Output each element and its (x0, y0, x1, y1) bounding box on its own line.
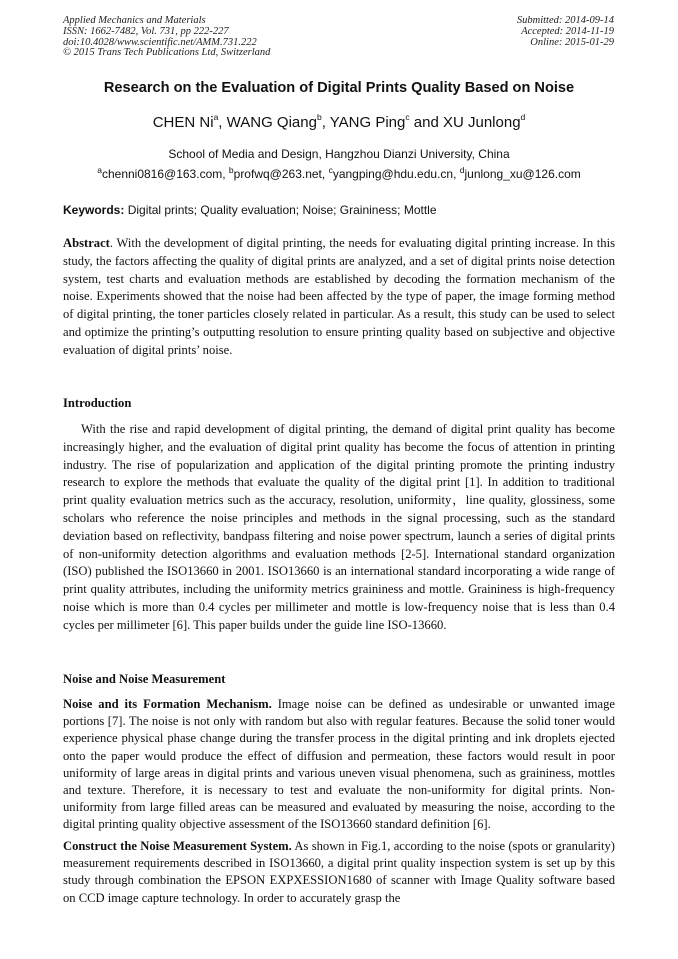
author-mark: b (316, 112, 322, 122)
author-separator: and (409, 114, 443, 131)
keywords-text: Digital prints; Quality evaluation; Noise; Graininess; Mottle (127, 203, 437, 217)
accepted-date: Accepted: 2014-11-19 (521, 25, 614, 37)
abstract-label: Abstract (63, 236, 110, 250)
introduction-heading: Introduction (63, 396, 132, 410)
journal-info (63, 16, 270, 59)
measurement-system-text: As shown in Fig.1, according to the noise (spots or granularity) measurement requirements described in ISO13660, a digital print quality inspection system is set up by this study through combination the EPSON EXPXESSION1680 of scanner with Image Quality software based on CCD image capture technology. In order to accurately grasp the (63, 839, 615, 905)
author-list (0, 114, 678, 131)
noise-formation-text: Image noise can be defined as undesirable or unwanted image portions [7]. The noise is not only with random but also with regular features. Because the solid toner would experience physical phase change during the transfer process in the digital printing and ink droplets ejected onto the paper would produce the effect of diffusion and permeation, these factors would result in poor uniformity of large areas in digital prints and various uneven visual phenomena, such as graininess, mottles and texture. Therefore, it is necessary to test and evaluate the non-uniformity for digital prints. Non-uniformity from large filled areas can be measured and evaluated by measuring the noise, according to the digital printing quality objective assessment of the ISO13660 standard definition [6]. (63, 697, 615, 832)
email-address[interactable]: chenni0816@163.com (101, 167, 223, 181)
affiliation: School of Media and Design, Hangzhou Dianzi University, China (168, 147, 510, 161)
introduction-paragraph: With the rise and rapid development of digital printing, the demand of digital print quality has become increasingly higher, and the evaluation of digital print quality has become the focus of attention in printing industry. The rise of popularization and application of the digital printing promote the printing industry research to explore the methods that evaluate the quality of the digital print [1]. In addition to traditional print quality evaluation metrics such as the accuracy, resolution, uniformity，line quality, glossiness, some scholars who reference the noise principles and methods in the signal processing, such as the standard deviation based on reflectivity, bandpass filtering and noise power spectrum, launch a series of digital prints of non-uniformity detection algorithms and evaluation methods [2-5]. International standard organization (ISO) published the ISO13660 in 2001. ISO13660 is an international standard incorporating a wide range of print quality attributes, including the uniformity metrics graininess and mottle. Graininess is high-frequency noise which is more than 0.4 cycles per millimeter and mottle is low-frequency noise that is less than 0.4 cycles per millimeter [6]. This paper builds under the guide line ISO-13660. (63, 422, 615, 632)
noise-formation-label: Noise and its Formation Mechanism. (63, 697, 272, 711)
keywords (63, 203, 615, 217)
author-mark: c (405, 112, 410, 122)
date-info (517, 16, 614, 48)
email-mark: b (228, 165, 234, 175)
email-mark: d (459, 165, 465, 175)
email-separator: , (321, 167, 329, 181)
issn-line: ISSN: 1662-7482, Vol. 731, pp 222-227 (63, 25, 229, 37)
journal-name: Applied Mechanics and Materials (63, 15, 206, 26)
author-mark: d (520, 112, 526, 122)
email-mark: c (328, 165, 333, 175)
keywords-label: Keywords: (63, 203, 125, 217)
noise-formation-paragraph (63, 696, 615, 834)
submitted-date: Submitted: 2014-09-14 (516, 15, 614, 26)
author-name: XU Junlong (442, 114, 521, 131)
email-list (0, 167, 678, 181)
author-name: CHEN Ni (152, 114, 214, 131)
author-mark: a (213, 112, 219, 122)
copyright-line: © 2015 Trans Tech Publications Ltd, Switzerland (63, 47, 271, 59)
email-separator: , (222, 167, 229, 181)
author-separator: , (321, 114, 330, 131)
email-mark: a (97, 165, 102, 175)
doi-line: doi:10.4028/www.scientific.net/AMM.731.222 (63, 36, 257, 48)
email-address[interactable]: junlong_xu@126.com (464, 167, 581, 181)
online-date: Online: 2015-01-29 (530, 36, 614, 48)
email-address[interactable]: yangping@hdu.edu.cn (332, 167, 454, 181)
paper-title: Research on the Evaluation of Digital Prints Quality Based on Noise (103, 80, 575, 96)
measurement-system-label: Construct the Noise Measurement System. (63, 839, 292, 853)
noise-section-heading: Noise and Noise Measurement (63, 672, 226, 686)
email-separator: , (453, 167, 460, 181)
author-name: WANG Qiang (226, 114, 317, 131)
abstract-text: . With the development of digital printing, the needs for evaluating digital printing increase. In this study, the factors affecting the quality of digital prints are analyzed, and a set of digital prints noise detection system, test charts and evaluation methods are established by decoding the formation mechanism of the noise. Experiments showed that the noise had been affected by the type of paper, the image forming method of digital printing, the toner particles closely related in particular. As a result, this study can be used to select and optimize the printing’s outputting resolution to ensure printing quality based on subjective and objective evaluation of digital prints’ noise. (63, 236, 615, 357)
author-name: YANG Ping (329, 114, 406, 131)
measurement-system-paragraph (63, 838, 615, 907)
abstract (63, 235, 615, 360)
author-separator: , (218, 114, 227, 131)
email-address[interactable]: profwq@263.net (233, 167, 322, 181)
